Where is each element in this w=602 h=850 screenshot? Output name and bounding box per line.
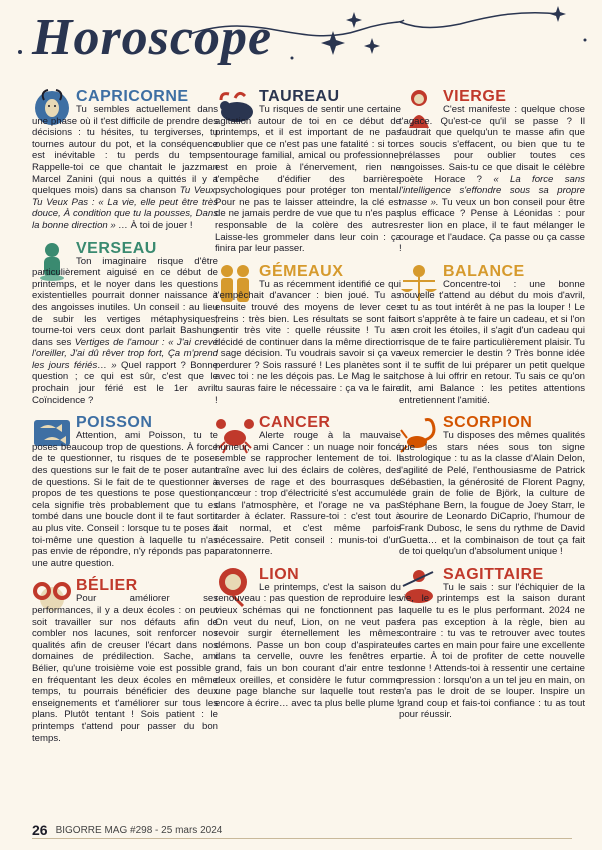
footer-divider [32,838,572,839]
sign-name: BÉLIER [76,577,138,595]
footer [32,822,222,838]
sign-balance [399,261,585,407]
sign-name: VERSEAU [76,239,157,257]
page-title: Horoscope [32,9,273,66]
sign-text: Le printemps, c'est la saison du renouveau : pas question de reproduire les vieux schémas qui ne fonctionnent pas ! On veut du neuf, Lion, on ne veut pas revoir surgir éternellement les mêmes démons. Passe un bon coup d'aspirateur dans ta cervelle, ouvre les fenêtres en grand, fais un bon courant d'air entre tes deux oreilles, et considère le futur comme une page blanche sur laquelle tout reste encore à écrire… avec ta plus belle plume ! [215,581,401,709]
sign-scorpion [399,412,585,558]
sign-text: Ton imaginaire risque d'être particulièrement aiguisé en ce début de printemps, et le noyer dans les questions existentielles pourrait donner naissance à des angoisses inutiles. Un conseil : au lieu de subir les vertiges métaphysiques, tourne-toi vers ceux dont parlait Bashung dans ses Vertiges de l'amour : « J'ai crevé l'oreiller, J'ai dû rêver trop fort, Ça m'prend les jours fériés… » Quel rapport ? Bonne question ; ce qui est sûr, c'est que le prochain jour férié est le 1er avril. Coïncidence ? [32,255,218,406]
sign-verseau [32,238,218,407]
sign-text: Tu risques de sentir une certaine agitation autour de toi en ce début de printemps, et il est important de ne pas oublier que ce n'est pas une fatalité : si ton entourage familial, amical ou professionnel est en proie à l'énervement, rien ne t'empêche d'édifier des barrières psychologiques pour protéger ton mental. Pour ne pas te laisser atteindre, la clé est de ne jamais perdre de vue que tu n'es pas responsable de la colère des autres. Laisse-les grommeler dans leur coin : ça finira par leur passer. [215,104,401,255]
page-number: 26 [32,822,48,838]
masthead [0,0,602,80]
column-2 [215,86,401,715]
sign-text: Concentre-toi : une bonne nouvelle t'attend au début du mois d'avril, et tu as tout intérêt à ne pas la louper ! Le sort s'apprête à te faire un cadeau, et si l'on en croit les étoiles, il s'agit d'un cadeau qui risque de te faire particulièrement plaisir. Tu veux remercier le destin ? Très bonne idée : il te suffit de lui préparer un petit quelque chose à lui offrir en retour. Tu sais ce qu'on dit, ami Balance : les petites attentions entretiennent l'amitié. [399,278,585,406]
sign-vierge [399,86,585,255]
publication-info: BIGORRE MAG #298 - 25 mars 2024 [55,824,223,836]
sign-name: GÉMEAUX [259,262,344,280]
sign-belier [32,575,218,744]
sign-lion [215,564,401,710]
sign-name: BALANCE [443,262,525,280]
sign-text: C'est manifeste : quelque chose t'agace. Qu'est-ce qu'il se passe ? Il faudrait que quelqu'un te masse afin que ces soucis s'effacent, ou bien que tu te prélasses pour oublier toutes ces angoisses. Sais-tu ce que disait le célèbre poète Horace ? « La force sans l'intelligence s'effondre sous sa propre masse ». Tu veux un bon conseil pour être plus efficace ? Pense à Léonidas : pour rester lion en place, il te faut mélanger le courage et l'audace. Ça passe ou ça casse ! [399,104,585,255]
sign-name: VIERGE [443,88,507,105]
sign-name: SCORPION [443,414,533,432]
sign-gemeaux [215,261,401,407]
column-1 [32,86,218,750]
sign-name: CAPRICORNE [76,88,189,105]
sign-text: Tu le sais : sur l'échiquier de la vie, le printemps est la saison durant laquelle tu es le plus performant. 2024 ne fera pas exception à la règle, bien au contraire : tu vas te retrouver avec toutes les cartes en main pour faire une excellente partie. À toi de profiter de cette nouvelle donne ! Attends-toi à ressentir une certaine pression : lorsqu'on a un tel jeu en main, on n'a pas le droit de se louper. Inspire un grand coup et fais-toi confiance : tu as tout pour réussir. [399,581,585,721]
sign-text: Tu disposes des mêmes qualités que les stars nées sous ton signe astrologique : tu as la classe d'Alain Delon, l'agilité de Pelé, l'enthousiasme de Patrick Sébastien, la générosité de Florent Pagny, le grain de folie de Björk, la culture de Stéphane Bern, la fougue de Joey Starr, le sourire de Leonardo DiCaprio, l'humour de Frank Dubosc, le sens du rythme de David Guetta… et la combinaison de tout ça fait de toi quelqu'un d'absolument unique ! [399,430,585,558]
sign-name: SAGITTAIRE [443,565,544,583]
sign-cancer [215,412,401,558]
sign-name: TAUREAU [259,88,340,105]
sign-sagittaire [399,564,585,721]
sign-name: LION [259,565,300,583]
sign-taureau [215,86,401,255]
sign-name: POISSON [76,414,153,432]
sign-poisson [32,412,218,569]
sign-text: Pour améliorer ses performances, il y a deux écoles : on peut soit travailler sur nos défauts afin de combler nos lacunes, soit renforcer nos qualités afin de creuser l'écart dans nos domaines de prédilection. Sache, ami Bélier, qu'une troisième voie est possible : en fréquentant les deux écoles en même temps, tu pourrais bénéficier des deux enseignements et t'améliorer sur tous les plans. Plutôt tentant ! Sois patient : le printemps t'attend pour passer du bon temps. [32,593,218,744]
column-3 [399,86,585,727]
sign-text: Attention, ami Poisson, tu te poses beaucoup trop de questions. À force de te questionner, tu risques de te poser des questions sur le fait de te poser autant de questions. Si le fait de te questionner à propos de tes questions te pose question, cela signifie très probablement que tu es tombé dans une boucle dont il te faut sortir au plus vite. Conseil : lorsque tu te poses à toi-même une question à laquelle tu n'as pas envie de répondre, n'y réponds pas par une autre question. [32,430,218,569]
sign-text: Alerte rouge à la mauvaise humeur, ami Cancer : un nuage noir foncé semble se rapprocher lentement de toi. Il traîne avec lui des éclairs de colères, des averses de rage et des bourrasques de rancœur : trop d'électricité s'est accumulée dans l'atmosphère, et l'orage ne va pas tarder à éclater. Rassure-toi : c'est tout à fait normal, et c'est même parfois nécessaire. Petit conseil : munis-toi d'un paratonnerre. [215,430,401,558]
sign-text: Tu sembles actuellement dans une phase où il t'est difficile de prendre des décisions : tu hésites, tu tergiverses, tu tournes autour du pot, et la conséquence est inévitable : tu perds du temps. Rappelle-toi ce que chantait le jazzman Marcel Zanini (qui nous a quittés il y a quelques mois) dans sa chanson Tu Veux, Tu Veux Pas : « La vie, elle peut être très douce, À condition que tu la pousses, Dans la bonne direction » … À toi de jouer ! [32,104,218,231]
sign-name: CANCER [259,414,331,432]
sign-text: Tu as récemment identifié ce qui t'empêchait d'avancer : bien joué. Tu as ensuite trouvé des moyens de lever ces freins : très bien. Les résultats se sont fait sentir très vite : quelle réussite ! Tu as décidé de continuer dans la même direction : sage décision. Tu voudrais savoir si ça va perdurer ? Sois rassuré ! Les planètes sont avec toi : ne les déçois pas. Le Mag le sait, tu sauras faire le nécessaire : ça va le faire ! [215,278,401,406]
sign-capricorne [32,86,218,232]
